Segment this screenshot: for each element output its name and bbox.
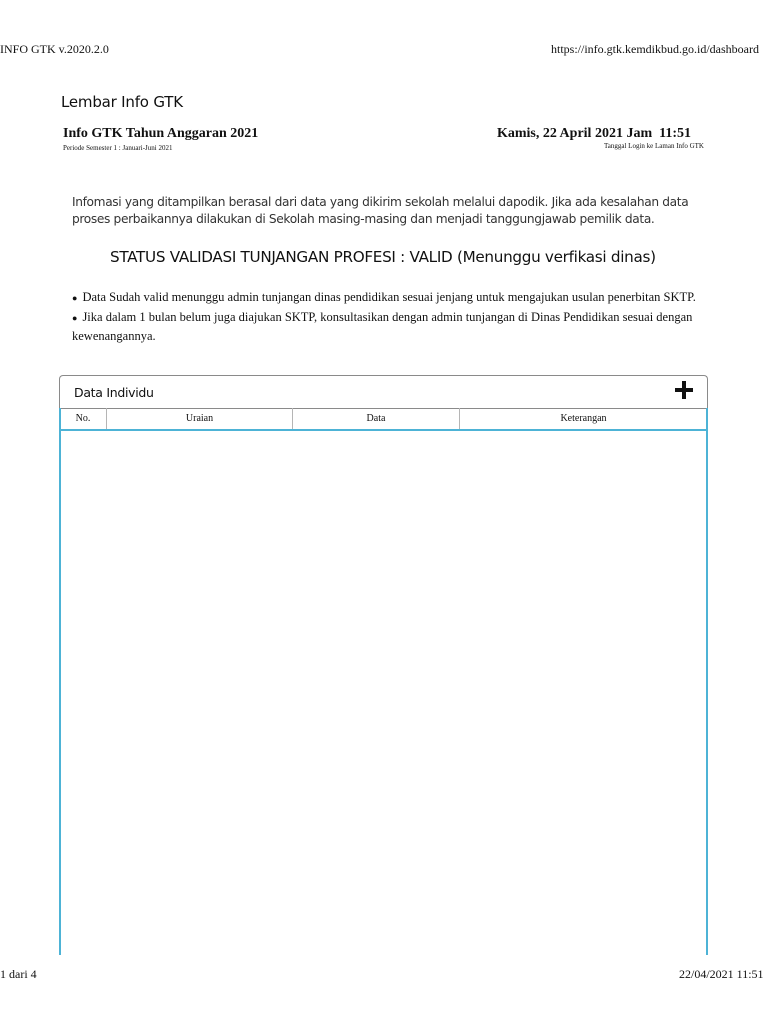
print-datetime: 22/04/2021 11:51 — [679, 967, 764, 981]
card-border-right — [706, 408, 708, 955]
budget-year-title: Info GTK Tahun Anggaran 2021 — [63, 126, 259, 141]
print-header-url[interactable]: https://info.gtk.kemdikbud.go.id/dashboard — [551, 42, 759, 56]
period-label: Periode Semester 1 : Januari-Juni 2021 — [63, 144, 173, 152]
status-note-text: Data Sudah valid menunggu admin tunjangan dinas pendidikan sesuai jenjang untuk mengajukan usulan penerbitan SKTP. — [82, 290, 696, 304]
page-number: 1 dari 4 — [0, 967, 37, 981]
login-date: Kamis, 22 April 2021 Jam 11:51 — [496, 126, 691, 141]
print-header-title: INFO GTK v.2020.2.0 — [0, 42, 109, 56]
column-header-keterangan: Keterangan — [460, 408, 708, 430]
card-border-left — [59, 408, 61, 955]
login-date-caption: Tanggal Login ke Laman Info GTK — [603, 142, 704, 150]
plus-icon[interactable] — [675, 381, 693, 399]
bullet-icon: ● — [72, 293, 78, 303]
individual-data-card — [59, 375, 708, 955]
print-footer — [0, 967, 768, 983]
info-block — [63, 126, 705, 156]
column-header-no: No. — [60, 408, 107, 430]
sheet-title: Lembar Info GTK — [61, 93, 183, 111]
validation-status-heading: STATUS VALIDASI TUNJANGAN PROFESI : VALID (Menunggu verfikasi dinas) — [110, 248, 656, 266]
status-note-text: Jika dalam 1 bulan belum juga diajukan SKTP, konsultasikan dengan admin tunjangan di Dinas Pendidikan sesuai dengan kewenangannya. — [72, 310, 693, 343]
column-header-data: Data — [293, 408, 460, 430]
status-note — [72, 308, 712, 345]
status-note — [72, 288, 712, 307]
notice-text: Infomasi yang ditampilkan berasal dari data yang dikirim sekolah melalui dapodik. Jika ada kesalahan data proses perbaikannya dilakukan di Sekolah masing-masing dan menjadi tanggungjawab pemilik data. — [72, 195, 689, 226]
status-notes — [72, 288, 712, 346]
individual-data-table — [60, 408, 707, 431]
column-header-uraian: Uraian — [107, 408, 293, 430]
card-title: Data Individu — [74, 385, 154, 400]
print-header — [0, 42, 768, 58]
card-header — [60, 376, 707, 409]
bullet-icon: ● — [72, 313, 78, 323]
